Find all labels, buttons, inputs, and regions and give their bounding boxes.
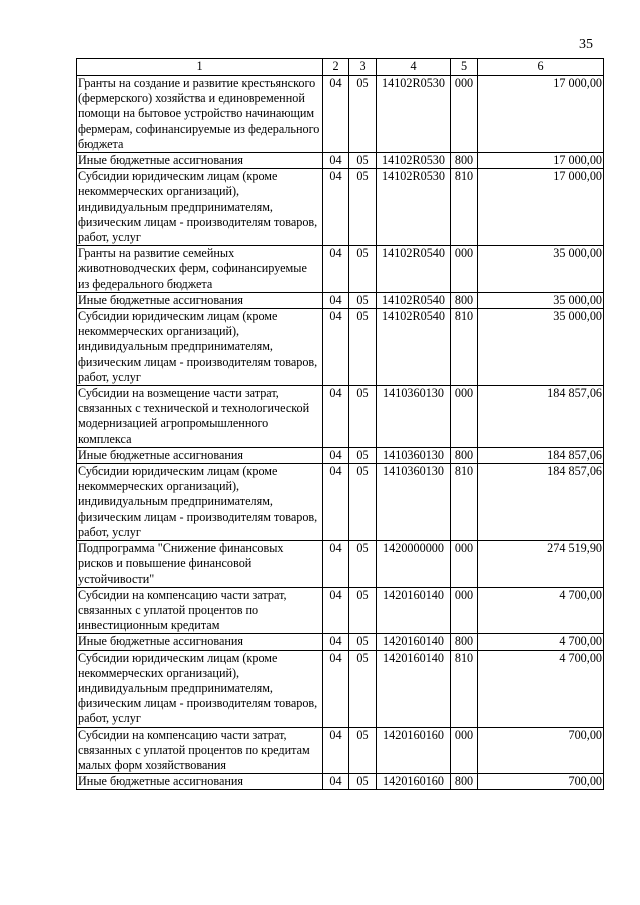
row-name-cell: Субсидии на компенсацию части затрат, связанных с уплатой процентов по инвестиционным кредитам (77, 587, 323, 634)
expense-type-cell: 000 (451, 76, 478, 153)
table-row (77, 464, 604, 541)
table-row (77, 169, 604, 246)
expense-type-cell: 000 (451, 246, 478, 293)
row-name-cell: Субсидии юридическим лицам (кроме некоммерческих организаций), индивидуальным предпринимателям, физическим лицам - производителям товаров, работ, услуг (77, 309, 323, 386)
subsection-code-cell: 05 (349, 76, 377, 153)
table-row (77, 309, 604, 386)
subsection-code-cell: 05 (349, 727, 377, 774)
section-code-cell: 04 (323, 169, 349, 246)
row-name-cell: Субсидии на возмещение части затрат, связанных с технической и технологической модернизацией агропромышленного комплекса (77, 386, 323, 448)
subsection-code-cell: 05 (349, 447, 377, 463)
subsection-code-cell: 05 (349, 169, 377, 246)
expense-type-cell: 000 (451, 541, 478, 588)
amount-cell: 35 000,00 (478, 292, 604, 308)
row-name-cell: Иные бюджетные ассигнования (77, 447, 323, 463)
row-name-cell: Субсидии на компенсацию части затрат, связанных с уплатой процентов по кредитам малых форм хозяйствования (77, 727, 323, 774)
target-article-cell: 14102R0530 (377, 153, 451, 169)
row-name-cell: Подпрограмма "Снижение финансовых рисков и повышение финансовой устойчивости" (77, 541, 323, 588)
expense-type-cell: 800 (451, 447, 478, 463)
amount-cell: 35 000,00 (478, 246, 604, 293)
header-cell: 4 (377, 59, 451, 76)
table-row (77, 447, 604, 463)
amount-cell: 184 857,06 (478, 447, 604, 463)
section-code-cell: 04 (323, 727, 349, 774)
section-code-cell: 04 (323, 153, 349, 169)
row-name-cell: Иные бюджетные ассигнования (77, 292, 323, 308)
expense-type-cell: 000 (451, 727, 478, 774)
subsection-code-cell: 05 (349, 587, 377, 634)
amount-cell: 700,00 (478, 774, 604, 790)
table-row (77, 650, 604, 727)
row-name-cell: Гранты на создание и развитие крестьянского (фермерского) хозяйства и единовременной помощи на бытовое устройство начинающим фермерам, софинансируемые из федерального бюджета (77, 76, 323, 153)
target-article-cell: 14102R0530 (377, 76, 451, 153)
subsection-code-cell: 05 (349, 541, 377, 588)
expense-type-cell: 000 (451, 386, 478, 448)
amount-cell: 4 700,00 (478, 634, 604, 650)
target-article-cell: 1420000000 (377, 541, 451, 588)
target-article-cell: 14102R0540 (377, 309, 451, 386)
expense-type-cell: 800 (451, 774, 478, 790)
amount-cell: 4 700,00 (478, 587, 604, 634)
section-code-cell: 04 (323, 386, 349, 448)
section-code-cell: 04 (323, 246, 349, 293)
row-name-cell: Иные бюджетные ассигнования (77, 153, 323, 169)
expense-type-cell: 810 (451, 169, 478, 246)
table-row (77, 774, 604, 790)
row-name-cell: Гранты на развитие семейных животноводческих ферм, софинансируемые из федерального бюджета (77, 246, 323, 293)
target-article-cell: 1410360130 (377, 447, 451, 463)
expense-type-cell: 800 (451, 153, 478, 169)
expense-type-cell: 810 (451, 464, 478, 541)
section-code-cell: 04 (323, 76, 349, 153)
row-name-cell: Субсидии юридическим лицам (кроме некоммерческих организаций), индивидуальным предпринимателям, физическим лицам - производителям товаров, работ, услуг (77, 169, 323, 246)
target-article-cell: 1420160140 (377, 650, 451, 727)
table-row (77, 634, 604, 650)
target-article-cell: 1410360130 (377, 386, 451, 448)
amount-cell: 184 857,06 (478, 464, 604, 541)
header-cell: 2 (323, 59, 349, 76)
target-article-cell: 1420160160 (377, 727, 451, 774)
section-code-cell: 04 (323, 634, 349, 650)
header-cell: 6 (478, 59, 604, 76)
section-code-cell: 04 (323, 541, 349, 588)
target-article-cell: 14102R0540 (377, 246, 451, 293)
amount-cell: 700,00 (478, 727, 604, 774)
expense-type-cell: 000 (451, 587, 478, 634)
row-name-cell: Иные бюджетные ассигнования (77, 634, 323, 650)
amount-cell: 184 857,06 (478, 386, 604, 448)
amount-cell: 17 000,00 (478, 76, 604, 153)
header-cell: 1 (77, 59, 323, 76)
subsection-code-cell: 05 (349, 774, 377, 790)
row-name-cell: Субсидии юридическим лицам (кроме некоммерческих организаций), индивидуальным предпринимателям, физическим лицам - производителям товаров, работ, услуг (77, 650, 323, 727)
table-row (77, 727, 604, 774)
expense-type-cell: 810 (451, 309, 478, 386)
table-row (77, 541, 604, 588)
amount-cell: 35 000,00 (478, 309, 604, 386)
budget-table (76, 58, 604, 790)
section-code-cell: 04 (323, 464, 349, 541)
header-cell: 5 (451, 59, 478, 76)
table-row (77, 587, 604, 634)
target-article-cell: 14102R0530 (377, 169, 451, 246)
section-code-cell: 04 (323, 587, 349, 634)
expense-type-cell: 800 (451, 634, 478, 650)
row-name-cell: Субсидии юридическим лицам (кроме некоммерческих организаций), индивидуальным предпринимателям, физическим лицам - производителям товаров, работ, услуг (77, 464, 323, 541)
section-code-cell: 04 (323, 309, 349, 386)
section-code-cell: 04 (323, 650, 349, 727)
section-code-cell: 04 (323, 292, 349, 308)
subsection-code-cell: 05 (349, 292, 377, 308)
target-article-cell: 1420160140 (377, 587, 451, 634)
table-row (77, 76, 604, 153)
table-row (77, 386, 604, 448)
target-article-cell: 1420160160 (377, 774, 451, 790)
subsection-code-cell: 05 (349, 650, 377, 727)
page-number: 35 (579, 37, 593, 52)
amount-cell: 17 000,00 (478, 169, 604, 246)
row-name-cell: Иные бюджетные ассигнования (77, 774, 323, 790)
amount-cell: 4 700,00 (478, 650, 604, 727)
header-cell: 3 (349, 59, 377, 76)
amount-cell: 17 000,00 (478, 153, 604, 169)
section-code-cell: 04 (323, 774, 349, 790)
target-article-cell: 1420160140 (377, 634, 451, 650)
amount-cell: 274 519,90 (478, 541, 604, 588)
subsection-code-cell: 05 (349, 464, 377, 541)
subsection-code-cell: 05 (349, 634, 377, 650)
expense-type-cell: 800 (451, 292, 478, 308)
subsection-code-cell: 05 (349, 153, 377, 169)
table-row (77, 153, 604, 169)
section-code-cell: 04 (323, 447, 349, 463)
subsection-code-cell: 05 (349, 246, 377, 293)
table-header-row (77, 59, 604, 76)
subsection-code-cell: 05 (349, 309, 377, 386)
table-row (77, 246, 604, 293)
target-article-cell: 1410360130 (377, 464, 451, 541)
table-row (77, 292, 604, 308)
subsection-code-cell: 05 (349, 386, 377, 448)
expense-type-cell: 810 (451, 650, 478, 727)
target-article-cell: 14102R0540 (377, 292, 451, 308)
